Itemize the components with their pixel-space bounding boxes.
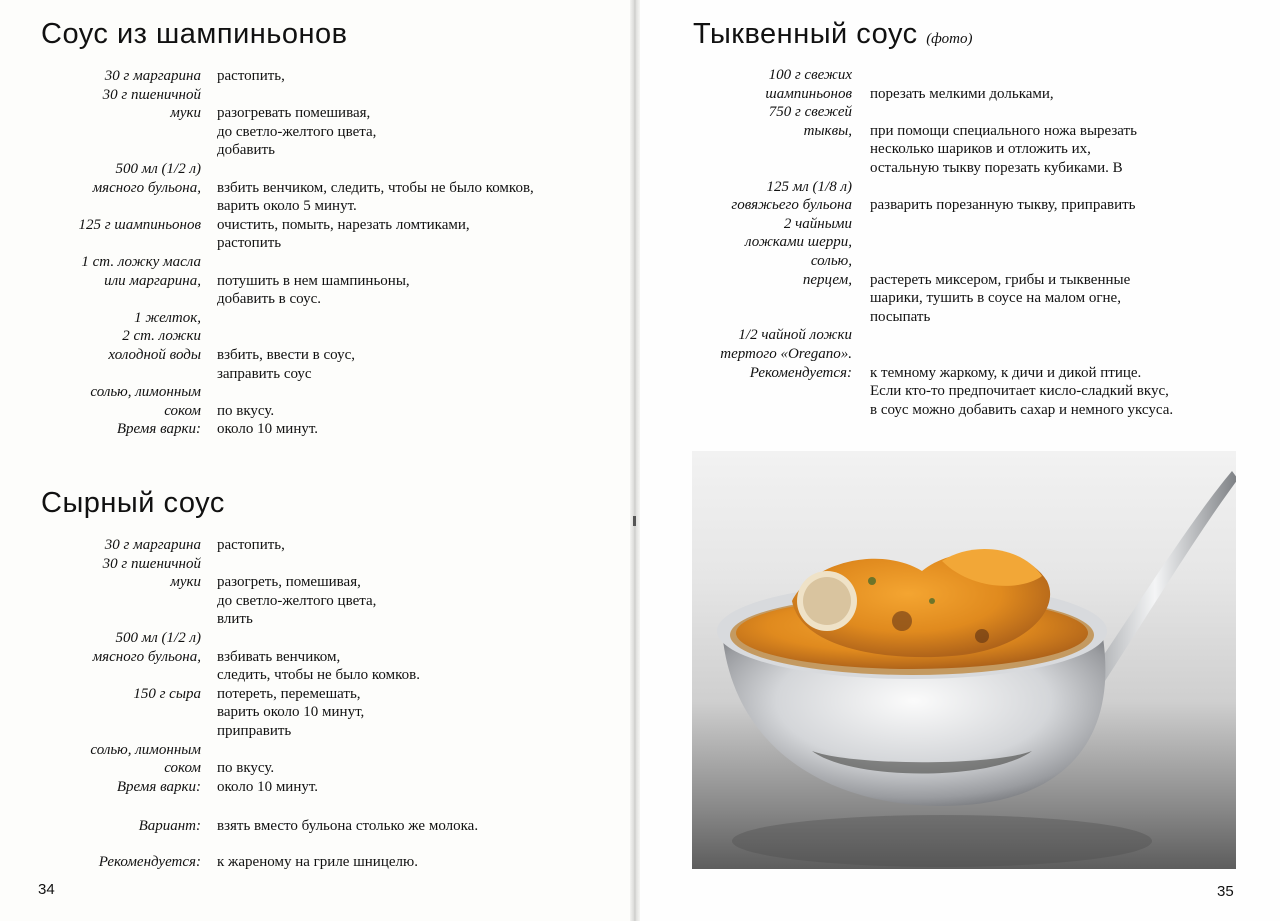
instruction-text: заправить соус bbox=[217, 365, 312, 382]
recipe-line bbox=[692, 178, 1173, 197]
instruction-text: приправить bbox=[217, 722, 292, 739]
recipe-line bbox=[692, 215, 1173, 234]
ingredient-text: говяжьего бульона bbox=[731, 197, 852, 214]
ingredient-text bbox=[40, 722, 201, 741]
recipe-line bbox=[692, 382, 1173, 401]
recipe-line bbox=[40, 346, 534, 365]
ingredient-text: мясного бульона, bbox=[92, 648, 201, 665]
instruction-text: варить около 10 минут, bbox=[217, 704, 365, 721]
recipe-line bbox=[40, 383, 534, 402]
instruction-text: к темному жаркому, к дичи и дикой птице. bbox=[870, 364, 1142, 381]
ingredient-text bbox=[40, 610, 201, 629]
instruction-text: взбивать венчиком, bbox=[217, 648, 341, 665]
recipe-line bbox=[692, 289, 1173, 308]
ingredient-text: солью, лимонным bbox=[90, 741, 201, 758]
variant-label: Вариант: bbox=[138, 818, 201, 834]
instruction-text: очистить, помыть, нарезать ломтиками, bbox=[217, 216, 470, 233]
instruction-text: растереть миксером, грибы и тыквенные bbox=[870, 271, 1131, 288]
ingredient-text: тыквы, bbox=[803, 122, 852, 139]
ingredient-text bbox=[40, 290, 201, 309]
recipe-line bbox=[40, 555, 420, 574]
ingredient-text: Рекомендуется: bbox=[749, 364, 852, 381]
instruction-text: около 10 минут. bbox=[217, 421, 319, 438]
recipe-line bbox=[40, 86, 534, 105]
ingredient-text bbox=[40, 123, 201, 142]
ingredient-text: перцем, bbox=[802, 271, 852, 288]
ingredient-text: 1 ст. ложку масла bbox=[81, 253, 201, 270]
recipe-line bbox=[40, 365, 534, 384]
cheese-sauce-recommendation bbox=[40, 853, 418, 872]
instruction-text: остальную тыкву порезать кубиками. В bbox=[870, 159, 1123, 176]
instruction-text: добавить в соус. bbox=[217, 291, 322, 308]
recipe-line bbox=[40, 327, 534, 346]
variant-text: взять вместо бульона столько же молока. bbox=[217, 818, 479, 834]
ingredient-text: холодной воды bbox=[108, 346, 201, 363]
ingredient-text: 150 г сыра bbox=[133, 685, 201, 702]
instruction-text: в соус можно добавить сахар и немного уксуса. bbox=[870, 401, 1174, 418]
recipe-line bbox=[40, 629, 420, 648]
instruction-text: разварить порезанную тыкву, приправить bbox=[870, 197, 1136, 214]
ingredient-text: 30 г маргарина bbox=[104, 537, 201, 553]
instruction-text: до светло-желтого цвета, bbox=[217, 123, 377, 140]
recipe-line bbox=[692, 103, 1173, 122]
recommend-text: к жареному на гриле шницелю. bbox=[217, 854, 418, 870]
ingredient-text: мясного бульона, bbox=[92, 179, 201, 196]
instruction-text: растопить bbox=[217, 235, 282, 252]
ingredient-text: 30 г маргарина bbox=[104, 68, 201, 84]
recipe-line bbox=[40, 272, 534, 291]
recipe-line bbox=[40, 666, 420, 685]
ingredient-text bbox=[40, 365, 201, 384]
recipe-line bbox=[40, 648, 420, 667]
recipe-line bbox=[692, 308, 1173, 327]
ingredient-text: 1/2 чайной ложки bbox=[738, 327, 852, 344]
recommend-label: Рекомендуется: bbox=[98, 854, 201, 870]
ingredient-text bbox=[692, 401, 852, 420]
instruction-text: растопить, bbox=[217, 68, 285, 84]
recipe-line bbox=[40, 253, 534, 272]
instruction-text: варить около 5 минут. bbox=[217, 198, 357, 215]
ingredient-text: муки bbox=[170, 574, 201, 591]
pumpkin-sauce-photo bbox=[692, 451, 1236, 869]
recipe-line bbox=[692, 364, 1173, 383]
recipe-line bbox=[692, 233, 1173, 252]
recipe-line bbox=[40, 685, 420, 704]
ingredient-text bbox=[692, 159, 852, 178]
ingredient-text bbox=[40, 592, 201, 611]
ingredient-text: 125 мл (1/8 л) bbox=[766, 178, 852, 195]
ingredient-text: 750 г свежей bbox=[768, 104, 852, 121]
ingredient-text bbox=[692, 382, 852, 401]
recipe-line bbox=[692, 122, 1173, 141]
recipe-line bbox=[692, 196, 1173, 215]
ingredient-text bbox=[40, 234, 201, 253]
recipe-line bbox=[692, 252, 1173, 271]
ingredient-text: Время варки: bbox=[116, 421, 201, 438]
ingredient-text: или маргарина, bbox=[104, 272, 201, 289]
instruction-text: разогревать помешивая, bbox=[217, 105, 371, 122]
ingredient-text: 30 г пшеничной bbox=[102, 86, 201, 103]
recipe-line bbox=[40, 420, 534, 439]
ingredient-text: 100 г свежих bbox=[768, 67, 852, 83]
recipe-line bbox=[692, 85, 1173, 104]
ingredient-text: 2 чайными bbox=[783, 215, 852, 232]
recipe-mushroom-sauce bbox=[40, 67, 534, 439]
instruction-text: следить, чтобы не было комков. bbox=[217, 667, 420, 684]
ingredient-text: 30 г пшеничной bbox=[102, 555, 201, 572]
instruction-text: потушить в нем шампиньоны, bbox=[217, 272, 410, 289]
recipe-title-mushroom-sauce: Соус из шампиньонов bbox=[41, 18, 348, 50]
recipe-line bbox=[40, 402, 534, 421]
ingredient-text bbox=[40, 703, 201, 722]
recipe-line bbox=[40, 216, 534, 235]
cheese-sauce-variant bbox=[40, 817, 478, 836]
instruction-text: Если кто-то предпочитает кисло-сладкий вкус, bbox=[870, 383, 1169, 400]
ingredient-text: солью, лимонным bbox=[90, 384, 201, 401]
instruction-text: при помощи специального ножа вырезать bbox=[870, 122, 1137, 139]
recipe-line bbox=[40, 160, 534, 179]
recipe-pumpkin-sauce bbox=[692, 66, 1173, 419]
instruction-text: до светло-желтого цвета, bbox=[217, 592, 377, 609]
recipe-title-pumpkin-sauce bbox=[693, 18, 972, 51]
recipe-line bbox=[40, 778, 420, 797]
recipe-line bbox=[40, 290, 534, 309]
ingredient-text: соком bbox=[164, 760, 201, 777]
recipe-line bbox=[40, 67, 534, 86]
recipe-line bbox=[40, 573, 420, 592]
instruction-text: разогреть, помешивая, bbox=[217, 574, 361, 591]
recipe-line bbox=[40, 123, 534, 142]
recipe-line bbox=[692, 401, 1173, 420]
recipe-line bbox=[40, 722, 420, 741]
recipe-line bbox=[40, 234, 534, 253]
instruction-text: растопить, bbox=[217, 537, 285, 553]
ingredient-text: соком bbox=[164, 402, 201, 419]
ingredient-text bbox=[40, 197, 201, 216]
recipe-line bbox=[40, 179, 534, 198]
instruction-text: по вкусу. bbox=[217, 760, 275, 777]
ingredient-text: 500 мл (1/2 л) bbox=[115, 629, 201, 646]
photo-note: (фото) bbox=[926, 31, 973, 47]
recipe-line bbox=[40, 703, 420, 722]
recipe-line bbox=[40, 610, 420, 629]
ingredient-text: шампиньонов bbox=[765, 85, 852, 102]
page-number-right: 35 bbox=[1217, 883, 1234, 900]
book-gutter bbox=[630, 0, 640, 921]
instruction-text: порезать мелкими дольками, bbox=[870, 85, 1054, 102]
recipe-line bbox=[40, 741, 420, 760]
instruction-text: по вкусу. bbox=[217, 402, 275, 419]
gutter-mark bbox=[633, 516, 636, 526]
recipe-line bbox=[692, 140, 1173, 159]
ingredient-text: 1 желток, bbox=[134, 309, 201, 326]
recipe-line bbox=[40, 104, 534, 123]
recipe-line bbox=[40, 536, 420, 555]
recipe-cheese-sauce bbox=[40, 536, 420, 796]
ingredient-text bbox=[40, 141, 201, 160]
recipe-line bbox=[40, 592, 420, 611]
recipe-line bbox=[40, 197, 534, 216]
instruction-text: около 10 минут. bbox=[217, 778, 319, 795]
recipe-line bbox=[40, 141, 534, 160]
instruction-text: добавить bbox=[217, 142, 275, 159]
instruction-text: взбить венчиком, следить, чтобы не было комков, bbox=[217, 179, 534, 196]
ingredient-text: солью, bbox=[810, 252, 852, 269]
instruction-text: шарики, тушить в соусе на малом огне, bbox=[870, 290, 1121, 307]
recipe-line bbox=[692, 326, 1173, 345]
ingredient-text: муки bbox=[170, 105, 201, 122]
recipe-line bbox=[40, 759, 420, 778]
ingredient-text: 125 г шампиньонов bbox=[78, 216, 201, 233]
ingredient-text bbox=[692, 289, 852, 308]
ingredient-text: 500 мл (1/2 л) bbox=[115, 160, 201, 177]
recipe-line bbox=[692, 271, 1173, 290]
recipe-line bbox=[692, 66, 1173, 85]
ingredient-text bbox=[692, 308, 852, 327]
instruction-text: несколько шариков и отложить их, bbox=[870, 141, 1091, 158]
pumpkin-title-text: Тыквенный соус bbox=[693, 18, 918, 50]
instruction-text: взбить, ввести в соус, bbox=[217, 346, 355, 363]
ingredient-text: 2 ст. ложки bbox=[122, 328, 201, 345]
recipe-line bbox=[692, 159, 1173, 178]
ingredient-text: ложками шерри, bbox=[745, 234, 852, 251]
ladle-illustration bbox=[692, 451, 1236, 869]
recipe-line bbox=[692, 345, 1173, 364]
instruction-text: влить bbox=[217, 611, 253, 628]
ingredient-text bbox=[40, 666, 201, 685]
page-number-left: 34 bbox=[38, 881, 55, 898]
ingredient-text: Время варки: bbox=[116, 778, 201, 795]
instruction-text: посыпать bbox=[870, 308, 931, 325]
ingredient-text: тертого «Oregano». bbox=[720, 345, 852, 362]
instruction-text: потереть, перемешать, bbox=[217, 685, 361, 702]
recipe-line bbox=[40, 309, 534, 328]
ingredient-text bbox=[692, 140, 852, 159]
recipe-title-cheese-sauce: Сырный соус bbox=[41, 487, 225, 519]
